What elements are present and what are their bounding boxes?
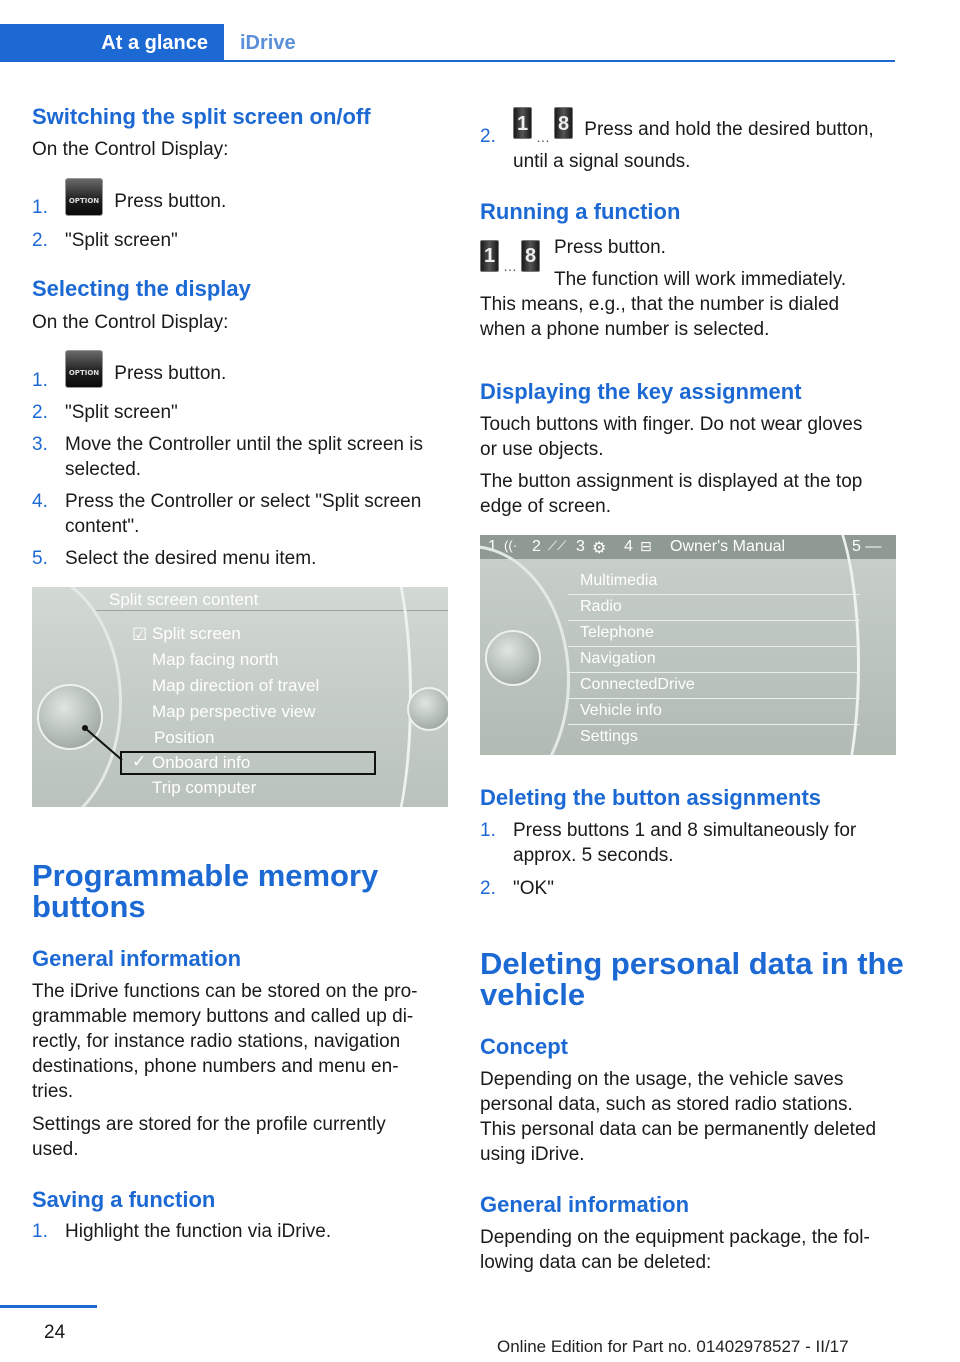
- heading-split-screen: Switching the split screen on/off: [32, 104, 371, 129]
- heading-deleting-personal-data: Deleting personal data in the vehicle: [480, 946, 904, 1012]
- list-item: 2. 1 … 8 Press and hold the desired button, until a signal sounds.: [480, 107, 898, 167]
- memory-buttons-icon: 1 … 8: [480, 240, 540, 274]
- menu-item[interactable]: Map perspective view: [152, 702, 316, 721]
- list-item: 3. Move the Controller until the split screen is selected.: [32, 434, 423, 480]
- heading-general-information: General information: [480, 1192, 690, 1217]
- list-item: 1. OPTION Press button.: [32, 350, 450, 392]
- heading-concept: Concept: [480, 1034, 568, 1059]
- header-rule: [0, 60, 895, 62]
- heading-deleting-button-assignments: Deleting the button assignments: [480, 785, 822, 810]
- key-assignment-bar: 1 ((· 2 ⟋⟋ 3 ⚙ 4 ⊟ Owner's Manual 5 —: [480, 535, 896, 559]
- split-screen-content-screenshot: [32, 587, 448, 807]
- car-icon: ⊟: [640, 538, 652, 554]
- intro-text: On the Control Display:: [32, 139, 229, 160]
- paragraph: The iDrive functions can be stored on the pro- grammable memory buttons and called up di- rectly, for instance radio stations, navigation destinations, phone numbers and menu en- tries.: [32, 981, 418, 1102]
- list-item: 1. Press buttons 1 and 8 simultaneously for approx. 5 seconds.: [480, 820, 857, 866]
- menu-item[interactable]: Position: [154, 728, 215, 747]
- footer-edition-text: Online Edition for Part no. 01402978527 - II/17: [497, 1337, 849, 1356]
- list-item: 2. "Split screen": [32, 230, 178, 251]
- menu-item[interactable]: ConnectedDrive: [580, 676, 695, 693]
- satellite-icon: ⟋⟋: [548, 538, 567, 553]
- menu-item[interactable]: Map direction of travel: [152, 676, 320, 695]
- menu-item[interactable]: Settings: [580, 728, 638, 745]
- heading-general-information: General information: [32, 946, 242, 971]
- check-icon: ✓: [132, 752, 147, 771]
- menu-item[interactable]: Multimedia: [580, 572, 658, 589]
- gear-icon: ⚙: [592, 540, 607, 557]
- paragraph: This means, e.g., that the number is dialed when a phone number is selected.: [480, 294, 840, 340]
- key-assignment-screenshot: [480, 535, 896, 755]
- page-header: [0, 0, 960, 64]
- option-button-icon: OPTION: [65, 178, 103, 216]
- menu-item[interactable]: Vehicle info: [580, 702, 662, 719]
- memory-button-8-icon: 8: [554, 107, 573, 139]
- footer-rule: [0, 1305, 97, 1308]
- list-item: 4. Press the Controller or select "Split screen content".: [32, 491, 422, 537]
- menu-item[interactable]: Trip computer: [152, 778, 257, 797]
- menu-item[interactable]: Radio: [580, 598, 622, 615]
- memory-button-1-icon: 1: [513, 107, 532, 139]
- page-number: 24: [44, 1322, 66, 1343]
- menu-item[interactable]: Split screen: [152, 624, 241, 643]
- text-press-button: Press button.: [554, 237, 666, 258]
- screen-title: Split screen content: [109, 590, 259, 609]
- paragraph: Settings are stored for the profile currently used.: [32, 1114, 386, 1160]
- heading-displaying-key-assignment: Displaying the key assignment: [480, 379, 802, 404]
- heading-selecting-display: Selecting the display: [32, 276, 251, 301]
- paragraph: The button assignment is displayed at the top edge of screen.: [480, 471, 863, 517]
- pointer-line: [82, 725, 127, 765]
- menu-item[interactable]: Navigation: [580, 650, 656, 667]
- tab-idrive[interactable]: iDrive: [240, 32, 296, 54]
- phone-icon: ((·: [504, 538, 517, 553]
- paragraph: Depending on the usage, the vehicle saves personal data, such as stored radio stations. This personal data can be permanently deleted using iDrive.: [480, 1069, 877, 1165]
- controller-knob-icon: [485, 630, 541, 686]
- text-function-immediate: The function will work immediately.: [554, 269, 847, 290]
- heading-running-function: Running a function: [480, 199, 681, 224]
- heading-programmable-memory: Programmable memory buttons: [32, 858, 379, 924]
- menu-item[interactable]: Telephone: [580, 624, 654, 641]
- tab-at-a-glance[interactable]: At a glance: [0, 24, 224, 62]
- check-icon: ☑: [132, 625, 148, 644]
- side-knob-icon: [407, 687, 448, 731]
- menu-item-selected[interactable]: Onboard info: [152, 753, 251, 772]
- list-item: 1. OPTION Press button.: [32, 178, 450, 220]
- menu-item[interactable]: Map facing north: [152, 650, 279, 669]
- option-button-icon: OPTION: [65, 350, 103, 388]
- paragraph: Depending on the equipment package, the fol- lowing data can be deleted:: [480, 1227, 870, 1273]
- heading-saving-function: Saving a function: [32, 1187, 216, 1212]
- intro-text: On the Control Display:: [32, 312, 229, 333]
- paragraph: Touch buttons with finger. Do not wear gloves or use objects.: [480, 414, 863, 460]
